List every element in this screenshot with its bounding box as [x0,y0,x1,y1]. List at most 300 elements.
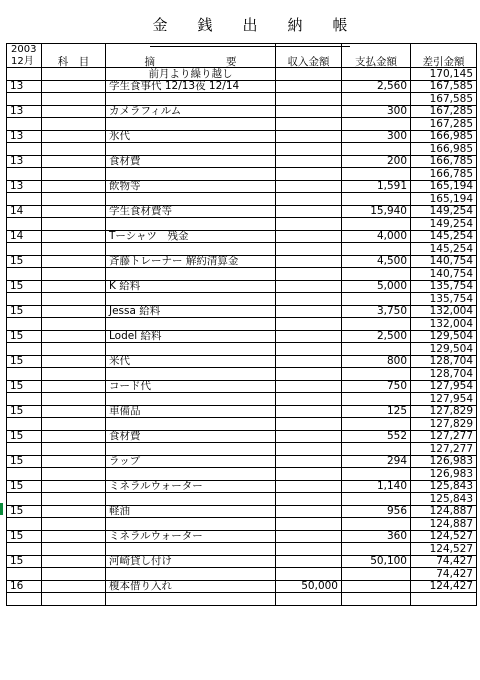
spacer-expense [342,243,411,256]
ledger-table [6,43,477,606]
spacer-expense [342,143,411,156]
ledger-entry-row [7,455,477,468]
entry-category [42,255,106,268]
spacer-category [42,543,106,556]
header-expense: 支払金額 [342,44,411,68]
running-balance: 149,254 [411,218,477,231]
running-balance: 167,285 [411,118,477,131]
running-balance: 126,983 [411,468,477,481]
entry-day: 15 [7,305,42,318]
spacer-day [7,343,42,356]
spacer-day [7,318,42,331]
spacer-category [42,343,106,356]
ledger-entry-row [7,555,477,568]
spacer-description [106,568,276,581]
spacer-day [7,368,42,381]
ledger-balance-row [7,293,477,306]
entry-income [276,205,342,218]
spacer-category [42,93,106,106]
spacer-day [7,143,42,156]
spacer-income [276,193,342,206]
entry-income [276,130,342,143]
spacer-income [276,443,342,456]
spacer-description [106,518,276,531]
ledger-entry-row [7,305,477,318]
entry-day: 15 [7,555,42,568]
spacer-description [106,118,276,131]
spacer-income [276,143,342,156]
entry-expense: 200 [342,155,411,168]
header-month: 12月 [11,55,34,67]
spacer-description [106,168,276,181]
spacer-income [276,393,342,406]
header-desc-left: 摘 [144,55,155,68]
entry-day: 13 [7,80,42,93]
ledger-balance-row [7,193,477,206]
spacer-expense [342,118,411,131]
entry-day: 14 [7,230,42,243]
spacer-income [276,493,342,506]
entry-day: 13 [7,130,42,143]
entry-balance: 165,194 [411,180,477,193]
entry-income [276,430,342,443]
entry-income [276,230,342,243]
spacer-expense [342,493,411,506]
spacer-expense [342,443,411,456]
entry-day: 15 [7,255,42,268]
entry-category [42,130,106,143]
spacer-expense [342,593,411,606]
spacer-expense [342,218,411,231]
entry-category [42,305,106,318]
header-description [106,44,276,68]
spacer-income [276,218,342,231]
entry-description: 学生食事代 12/13夜 12/14 [106,80,276,93]
spacer-expense [342,418,411,431]
ledger-balance-row [7,143,477,156]
spacer-income [276,343,342,356]
header-year: 2003 [11,44,37,55]
ledger-entry-row [7,405,477,418]
entry-day: 15 [7,380,42,393]
ledger-balance-row [7,318,477,331]
running-balance [411,593,477,606]
ledger-balance-row [7,268,477,281]
entry-description: ミネラルウォーター [106,530,276,543]
spacer-category [42,518,106,531]
entry-balance: 74,427 [411,555,477,568]
spacer-description [106,293,276,306]
entry-description: K 給料 [106,280,276,293]
spacer-income [276,518,342,531]
spacer-day [7,243,42,256]
spacer-category [42,218,106,231]
title-char: 帳 [332,16,348,34]
entry-income [276,380,342,393]
entry-description: カメラフィルム [106,105,276,118]
ledger-balance-row [7,118,477,131]
entry-category [42,530,106,543]
entry-expense: 2,500 [342,330,411,343]
entry-day: 15 [7,355,42,368]
entry-description: Tーシャツ 残金 [106,230,276,243]
ledger-balance-row [7,568,477,581]
spacer-day [7,568,42,581]
title-char: 納 [287,16,303,34]
running-balance: 127,277 [411,443,477,456]
entry-day: 15 [7,455,42,468]
spacer-category [42,493,106,506]
entry-income [276,330,342,343]
entry-expense: 300 [342,130,411,143]
ledger-entry-row [7,430,477,443]
running-balance: 166,785 [411,168,477,181]
spacer-category [42,568,106,581]
spacer-day [7,293,42,306]
entry-balance: 127,829 [411,405,477,418]
spacer-income [276,93,342,106]
carry-category [42,68,106,81]
entry-balance: 149,254 [411,205,477,218]
entry-description: 車備品 [106,405,276,418]
spacer-description [106,443,276,456]
entry-balance: 125,843 [411,480,477,493]
entry-balance: 128,704 [411,355,477,368]
spacer-day [7,168,42,181]
ledger-balance-row [7,393,477,406]
entry-income [276,355,342,368]
spacer-income [276,593,342,606]
spacer-category [42,593,106,606]
carry-day [7,68,42,81]
carry-label: 前月より繰り越し [106,68,276,81]
spacer-category [42,368,106,381]
entry-expense: 1,591 [342,180,411,193]
spacer-description [106,368,276,381]
entry-category [42,205,106,218]
entry-balance: 129,504 [411,330,477,343]
entry-day: 15 [7,280,42,293]
entry-balance: 166,985 [411,130,477,143]
entry-category [42,355,106,368]
entry-day: 15 [7,505,42,518]
ledger-entry-row [7,230,477,243]
spacer-description [106,418,276,431]
entry-expense: 552 [342,430,411,443]
spacer-day [7,268,42,281]
spacer-expense [342,293,411,306]
ledger-entry-row [7,330,477,343]
entry-day: 15 [7,405,42,418]
spacer-day [7,518,42,531]
spacer-category [42,468,106,481]
entry-balance: 167,285 [411,105,477,118]
entry-description: 学生食材費等 [106,205,276,218]
spacer-day [7,193,42,206]
spacer-day [7,118,42,131]
entry-day: 15 [7,480,42,493]
ledger-balance-row [7,468,477,481]
spacer-income [276,293,342,306]
spacer-income [276,243,342,256]
spacer-description [106,218,276,231]
entry-category [42,330,106,343]
entry-balance: 132,004 [411,305,477,318]
entry-description: 河崎貸し付け [106,555,276,568]
spacer-income [276,568,342,581]
running-balance: 145,254 [411,243,477,256]
entry-expense: 294 [342,455,411,468]
running-balance: 125,843 [411,493,477,506]
entry-description: ラップ [106,455,276,468]
entry-category [42,280,106,293]
spacer-income [276,118,342,131]
entry-income [276,530,342,543]
carry-expense [342,68,411,81]
entry-income [276,105,342,118]
entry-day: 16 [7,580,42,593]
spacer-category [42,168,106,181]
ledger-entry-row [7,130,477,143]
entry-category [42,105,106,118]
spacer-description [106,318,276,331]
spacer-day [7,468,42,481]
ledger-entry-row [7,180,477,193]
spacer-description [106,93,276,106]
running-balance: 166,985 [411,143,477,156]
spacer-income [276,418,342,431]
entry-day: 14 [7,205,42,218]
running-balance: 140,754 [411,268,477,281]
entry-category [42,455,106,468]
entry-income [276,455,342,468]
entry-balance: 127,954 [411,380,477,393]
header-income: 収入金額 [276,44,342,68]
ledger-balance-row [7,518,477,531]
entry-day: 13 [7,155,42,168]
entry-expense: 4,000 [342,230,411,243]
spacer-expense [342,168,411,181]
spacer-category [42,393,106,406]
ledger-balance-row [7,218,477,231]
entry-income [276,305,342,318]
ledger-balance-row [7,243,477,256]
spacer-day [7,218,42,231]
entry-expense: 1,140 [342,480,411,493]
entry-income [276,505,342,518]
entry-expense: 800 [342,355,411,368]
entry-expense: 2,560 [342,80,411,93]
entry-expense: 5,000 [342,280,411,293]
spacer-category [42,293,106,306]
ledger-entry-row [7,155,477,168]
entry-income [276,280,342,293]
ledger-entry-row [7,105,477,118]
entry-description: コード代 [106,380,276,393]
spacer-description [106,468,276,481]
spacer-expense [342,468,411,481]
spacer-description [106,393,276,406]
spacer-expense [342,518,411,531]
entry-expense: 125 [342,405,411,418]
title-char: 出 [242,16,258,34]
spacer-description [106,493,276,506]
spacer-expense [342,393,411,406]
entry-category [42,430,106,443]
carry-forward-row [7,68,477,81]
entry-balance: 166,785 [411,155,477,168]
entry-income [276,80,342,93]
entry-category [42,405,106,418]
entry-balance: 167,585 [411,80,477,93]
entry-balance: 140,754 [411,255,477,268]
spacer-expense [342,268,411,281]
entry-description: 米代 [106,355,276,368]
carry-balance: 170,145 [411,68,477,81]
entry-income [276,180,342,193]
running-balance: 167,585 [411,93,477,106]
spacer-income [276,543,342,556]
entry-income [276,405,342,418]
entry-expense: 15,940 [342,205,411,218]
entry-description: 食材費 [106,155,276,168]
entry-description: 軽油 [106,505,276,518]
ledger-title-chars [150,14,350,35]
entry-income [276,155,342,168]
spacer-expense [342,318,411,331]
entry-expense: 360 [342,530,411,543]
ledger-balance-row [7,418,477,431]
spacer-day [7,543,42,556]
spacer-description [106,268,276,281]
title-char: 銭 [197,16,213,34]
spacer-day [7,493,42,506]
ledger-entry-row [7,580,477,593]
spacer-day [7,593,42,606]
spacer-income [276,268,342,281]
entry-balance: 124,527 [411,530,477,543]
spacer-description [106,343,276,356]
ledger-entry-row [7,505,477,518]
entry-expense: 300 [342,105,411,118]
spacer-day [7,393,42,406]
running-balance: 127,829 [411,418,477,431]
spacer-income [276,468,342,481]
spacer-category [42,243,106,256]
entry-description: 食材費 [106,430,276,443]
spacer-category [42,318,106,331]
running-balance: 135,754 [411,293,477,306]
running-balance: 129,504 [411,343,477,356]
entry-category [42,480,106,493]
ledger-balance-row [7,593,477,606]
entry-description: Lodel 給料 [106,330,276,343]
header-category: 科 目 [42,44,106,68]
ledger-entry-row [7,380,477,393]
spacer-expense [342,368,411,381]
entry-expense: 50,100 [342,555,411,568]
entry-category [42,180,106,193]
entry-description: 氷代 [106,130,276,143]
entry-balance: 126,983 [411,455,477,468]
entry-expense: 4,500 [342,255,411,268]
entry-income [276,480,342,493]
entry-income: 50,000 [276,580,342,593]
spacer-expense [342,343,411,356]
entry-category [42,230,106,243]
ledger-entry-row [7,205,477,218]
spacer-category [42,443,106,456]
entry-day: 15 [7,530,42,543]
entry-day: 15 [7,430,42,443]
ledger-balance-row [7,168,477,181]
ledger-balance-row [7,368,477,381]
entry-balance: 135,754 [411,280,477,293]
entry-description: 飲物等 [106,180,276,193]
entry-description: 榎本借り入れ [106,580,276,593]
spacer-income [276,368,342,381]
entry-expense: 3,750 [342,305,411,318]
ledger-entry-row [7,480,477,493]
ledger-entry-row [7,355,477,368]
entry-day: 13 [7,180,42,193]
ledger-entry-row [7,255,477,268]
header-desc-right: 要 [226,55,237,68]
spacer-description [106,543,276,556]
entry-day: 15 [7,330,42,343]
running-balance: 165,194 [411,193,477,206]
running-balance: 128,704 [411,368,477,381]
running-balance: 124,527 [411,543,477,556]
entry-category [42,80,106,93]
running-balance: 132,004 [411,318,477,331]
spacer-category [42,268,106,281]
entry-balance: 145,254 [411,230,477,243]
running-balance: 124,887 [411,518,477,531]
entry-income [276,555,342,568]
entry-description: 斉藤トレーナー 解約清算金 [106,255,276,268]
spacer-category [42,418,106,431]
spacer-expense [342,193,411,206]
header-date [7,44,42,68]
entry-expense [342,580,411,593]
spacer-category [42,143,106,156]
row-marker [0,503,3,515]
spacer-description [106,143,276,156]
spacer-category [42,193,106,206]
ledger-balance-row [7,93,477,106]
entry-category [42,580,106,593]
spacer-expense [342,543,411,556]
ledger-balance-row [7,343,477,356]
ledger-title [0,14,480,38]
spacer-description [106,243,276,256]
spacer-category [42,118,106,131]
entry-category [42,555,106,568]
header-balance: 差引金額 [411,44,477,68]
entry-expense: 956 [342,505,411,518]
entry-income [276,255,342,268]
running-balance: 127,954 [411,393,477,406]
spacer-day [7,418,42,431]
spacer-income [276,168,342,181]
entry-category [42,155,106,168]
ledger-balance-row [7,543,477,556]
spacer-income [276,318,342,331]
entry-description: Jessa 給料 [106,305,276,318]
title-char: 金 [152,16,168,34]
spacer-day [7,93,42,106]
